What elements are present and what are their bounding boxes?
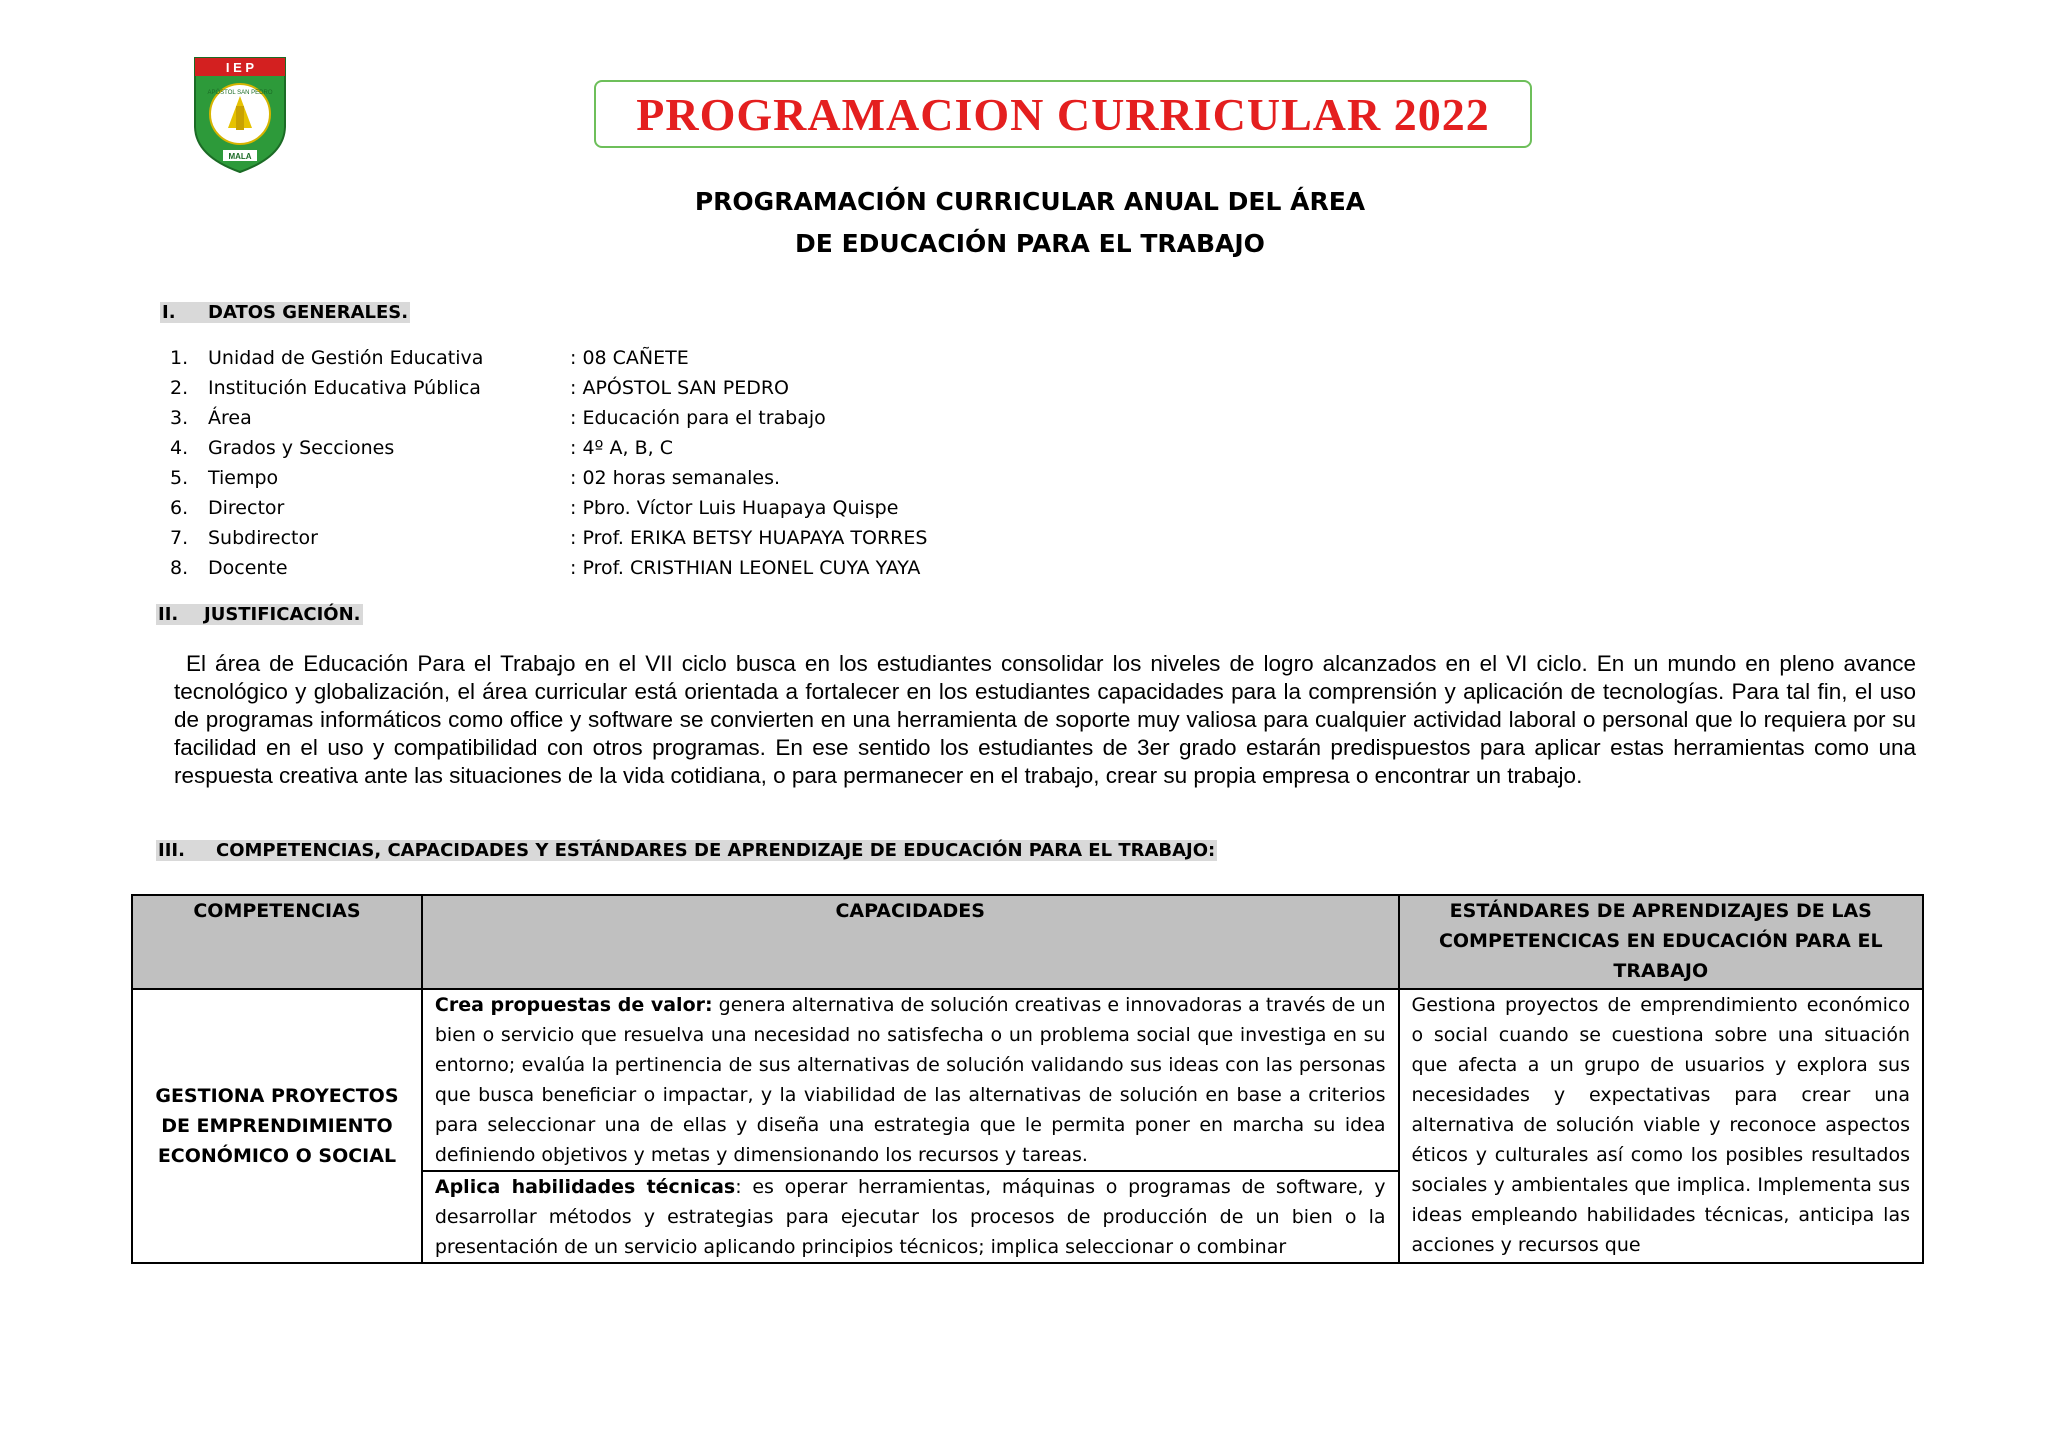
item-number: 7. [170,527,189,549]
logo-ring-text: APÓSTOL SAN PEDRO [207,90,273,96]
competencia-cell: GESTIONA PROYECTOS DE EMPRENDIMIENTO ECONÓMICO O SOCIAL [132,989,422,1263]
item-value: : Prof. ERIKA BETSY HUAPAYA TORRES [570,527,928,549]
item-value: : Educación para el trabajo [570,407,826,429]
capacidad-text: genera alternativa de solución creativas e innovadoras a través de un bien o servicio que resuelva una necesidad no satisfecha o un problema social que investiga en su entorno; evalúa la pertinencia de sus alternativas de solución validando sus ideas con las personas que busca beneficiar o impactar, y la viabilidad de las alternativas de solución en base a criterios para seleccionar una de ellas y diseña una estrategia que le permita poner en marcha su idea definiendo objetivos y metas y dimensionando los recursos y tareas. [434,994,1386,1166]
item-number: 8. [170,557,189,579]
section-heading-datos [160,302,410,323]
list-item [170,343,1070,373]
section-title: DATOS GENERALES. [208,302,409,323]
list-item [170,493,1070,523]
item-value: : 4º A, B, C [570,437,673,459]
section-number: II. [158,604,179,625]
school-logo [193,56,287,174]
item-value: : Pbro. Víctor Luis Huapaya Quispe [570,497,899,519]
item-label: Institución Educativa Pública [208,377,481,399]
item-number: 6. [170,497,189,519]
item-number: 2. [170,377,189,399]
logo-top-text: I E P [225,60,255,75]
list-item [170,553,1070,583]
item-label: Grados y Secciones [208,437,395,459]
item-number: 3. [170,407,189,429]
estandar-text: Gestiona proyectos de emprendimiento económico o social cuando se cuestiona sobre una situación que afecta a un grupo de usuarios y explora sus necesidades y expectativas para crear una alternativa de solución viable y reconoce aspectos éticos y culturales así como los posibles resultados sociales y ambientales que implica. Implementa sus ideas empleando habilidades técnicas, anticipa las acciones y recursos que [1411,994,1910,1256]
list-item [170,433,1070,463]
item-label: Área [208,407,252,429]
item-value: : 02 horas semanales. [570,467,781,489]
item-label: Tiempo [208,467,279,489]
table-row [132,989,1923,1171]
item-value: : 08 CAÑETE [570,347,689,369]
competencias-table [131,894,1924,1264]
justificacion-paragraph: El área de Educación Para el Trabajo en el VII ciclo busca en los estudiantes consolidar los niveles de logro alcanzados en el VI ciclo. En un mundo en pleno avance tecnológico y globalización, el área curricular está orientada a fortalecer en los estudiantes capacidades para la comprensión y aplicación de tecnologías. Para tal fin, el uso de programas informáticos como office y software se convierten en una herramienta de soporte muy valiosa para cualquier actividad laboral o personal que lo requiera por su facilidad en el uso y compatibilidad con otros programas. En ese sentido los estudiantes de 3er grado estarán predispuestos para aplicar estas herramientas como una respuesta creativa ante las situaciones de la vida cotidiana, o para permanecer en el trabajo, crear su propia empresa o encontrar un trabajo. [174,651,1916,788]
banner-title: PROGRAMACION CURRICULAR 2022 [636,88,1490,140]
logo-bottom-text: MALA [228,152,252,161]
section-heading-justificacion [156,604,363,625]
list-item [170,403,1070,433]
list-item [170,523,1070,553]
item-number: 4. [170,437,189,459]
column-header: CAPACIDADES [422,895,1399,989]
column-header: ESTÁNDARES DE APRENDIZAJES DE LAS COMPETENCICAS EN EDUCACIÓN PARA EL TRABAJO [1399,895,1923,989]
list-item [170,373,1070,403]
datos-generales-list [170,343,1070,583]
capacidad-title: Crea propuestas de valor: [434,994,713,1016]
table-header-row [132,895,1923,989]
page-subtitle-line1: PROGRAMACIÓN CURRICULAR ANUAL DEL ÁREA [694,187,1366,216]
capacidad-content [435,1172,1386,1262]
capacidad-cell [422,989,1399,1171]
estandar-cell [1399,989,1923,1263]
section-title: JUSTIFICACIÓN. [204,604,361,625]
item-label: Director [208,497,285,519]
capacidad-text: : es operar herramientas, máquinas o programas de software, y desarrollar métodos y estrategias para ejecutar los procesos de producción de un bien o la presentación de un servicio aplicando principios técnicos; implica seleccionar o combinar [434,1176,1386,1258]
item-label: Docente [208,557,288,579]
list-item [170,463,1070,493]
title-banner [594,80,1532,148]
page-subtitle-line2: DE EDUCACIÓN PARA EL TRABAJO [795,229,1265,258]
capacidad-title: Aplica habilidades técnicas [434,1176,736,1198]
item-value: : Prof. CRISTHIAN LEONEL CUYA YAYA [570,557,921,579]
item-value: : APÓSTOL SAN PEDRO [570,377,790,399]
item-label: Subdirector [208,527,318,549]
item-label: Unidad de Gestión Educativa [208,347,484,369]
section-heading-competencias [156,840,1217,861]
section-title: COMPETENCIAS, CAPACIDADES Y ESTÁNDARES DE APRENDIZAJE DE EDUCACIÓN PARA EL TRABAJO: [216,840,1216,861]
section-number: III. [158,840,185,861]
column-header: COMPETENCIAS [132,895,422,989]
item-number: 1. [170,347,189,369]
section-number: I. [162,302,176,323]
capacidad-cell [422,1171,1399,1263]
school-crest-icon [193,56,287,174]
item-number: 5. [170,467,189,489]
